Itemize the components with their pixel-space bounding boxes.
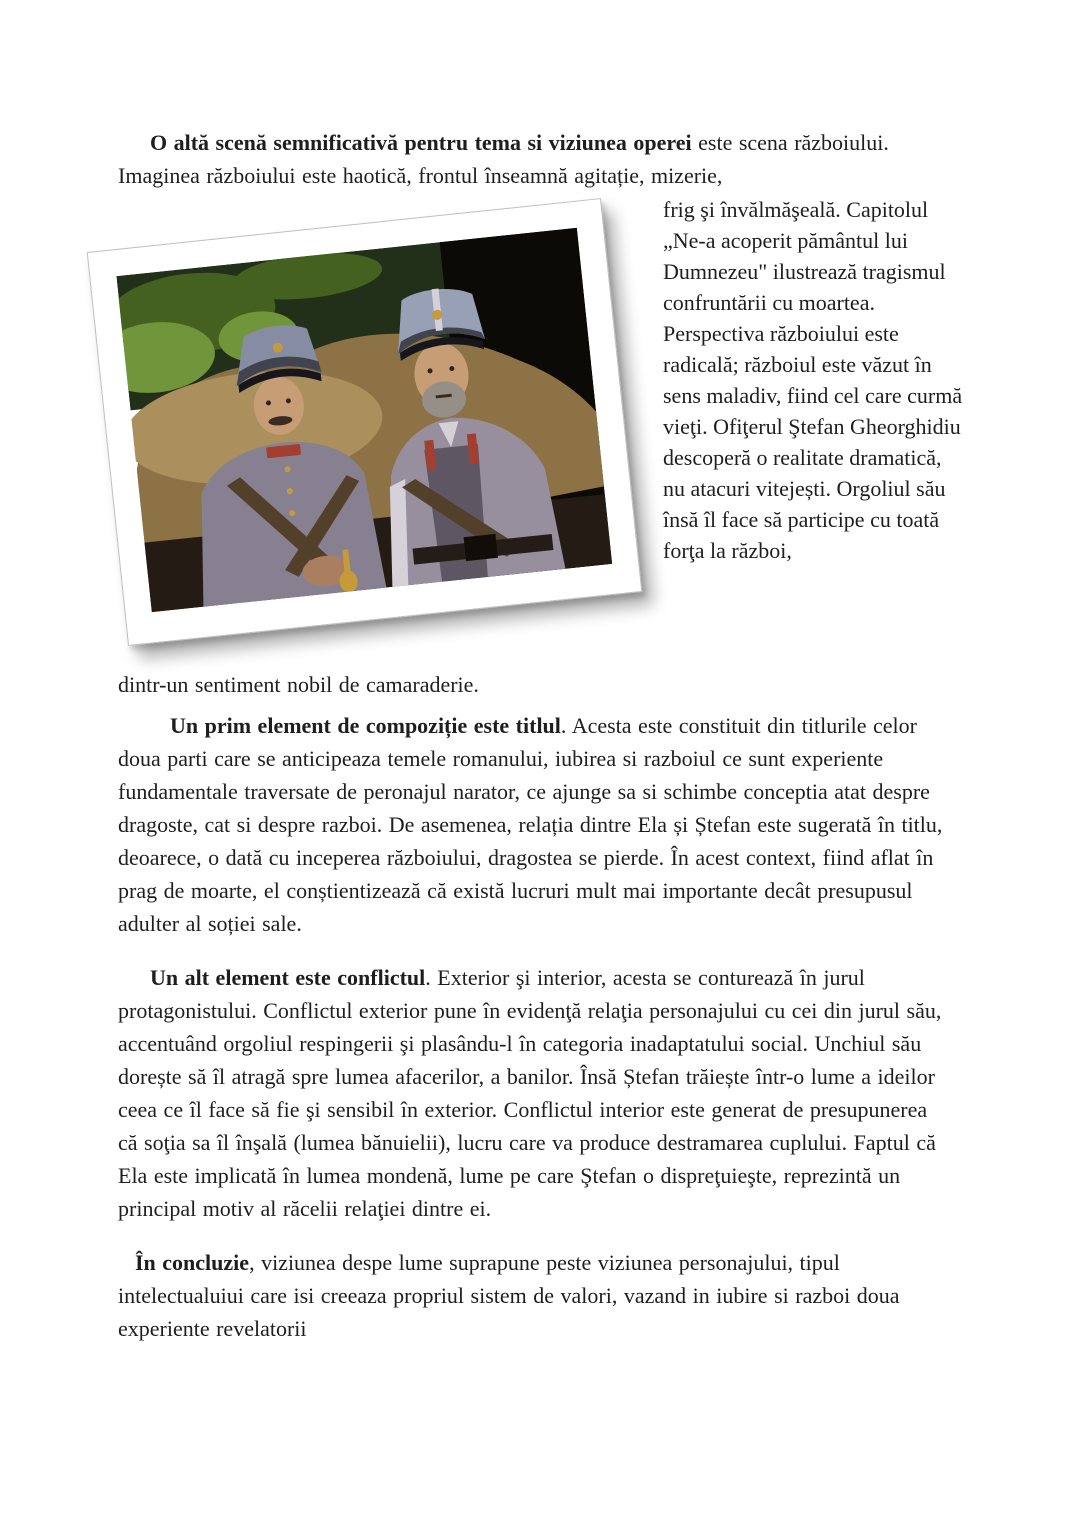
soldiers-photo [87, 198, 643, 646]
paragraph-conclusion [118, 1246, 952, 1345]
right-soldier-pouch [464, 534, 498, 561]
paragraph-title-element-lead: Un prim element de compoziție este titlul [170, 713, 561, 738]
paragraph-title-element-text: . Acesta este constituit din titlurile celor doua parti care se anticipeaza temele romanului, iubirea si razboiul ce sunt experiente fundamentale traversate de peronajul narator, ce ajunge sa si schimbe conceptia atat despre dragoste, cat si despre razboi. De asemenea, relația dintre Ela și Ștefan este sugerată în titlu, deoarece, o dată cu inceperea războiului, dragostea se pierde. În acest context, fiind aflat în prag de moarte, el conștientizează că există lucruri mult mai importante decât presupusul adulter al soției sale. [118, 713, 943, 936]
paragraph-intro-lead: O altă scenă semnificativă pentru tema si viziunea operei [150, 130, 692, 155]
paragraph-intro [118, 126, 952, 192]
soldiers-photo-art [116, 228, 612, 613]
paragraph-intro-text: este scena războiului. Imaginea războiului este haotică, frontul înseamnă agitație, mizerie, [118, 130, 889, 188]
paragraph-intro-wrap: frig şi învălmăşeală. Capitolul „Ne-a acoperit pământul lui Dumnezeu" ilustrează tragismul confruntării cu moartea. Perspectiva războiului este radicală; războiul este văzut în sens maladiv, fiind cel care curmă vieţi. Ofiţerul Ştefan Gheorghidiu descoperă o realitate dramatică, nu atacuri vitejești. Orgoliul său însă îl face să participe cu toată forţa la război, [663, 197, 963, 563]
paragraph-conclusion-lead: În concluzie [135, 1250, 250, 1275]
paragraph-conclusion-text: , viziunea despe lume suprapune peste viziunea personajului, tipul intelectualuiui care isi creeaza propriul sistem de valori, vazand in iubire si razboi doua experiente revelatorii [118, 1250, 900, 1341]
photo-section [118, 192, 963, 668]
document-content [118, 126, 963, 1345]
paragraph-intro-closing: dintr-un sentiment nobil de camaraderie. [118, 672, 479, 697]
paragraph-title-element [118, 709, 952, 940]
paragraph-conflict-element [118, 961, 952, 1225]
paragraph-conflict-element-text: . Exterior şi interior, acesta se conturează în jurul protagonistului. Conflictul exterior pune în evidenţă relaţia personajului cu cei din jurul său, accentuând orgoliul respingerii şi plasându-l în categoria inadaptatului social. Unchiul său dorește să îl atragă spre lumea afacerilor, a banilor. Însă Ștefan trăiește într-o lume a ideilor ceea ce îl face să fie şi sensibil în exterior. Conflictul interior este generat de presupunerea că soţia sa îl înşală (lumea bănuielii), lucru care va produce destramarea cuplului. Faptul că Ela este implicată în lumea mondenă, lume pe care Ştefan o dispreţuieşte, reprezintă un principal motiv al răcelii relaţiei dintre ei. [118, 965, 942, 1221]
paragraph-conflict-element-lead: Un alt element este conflictul [150, 965, 426, 990]
